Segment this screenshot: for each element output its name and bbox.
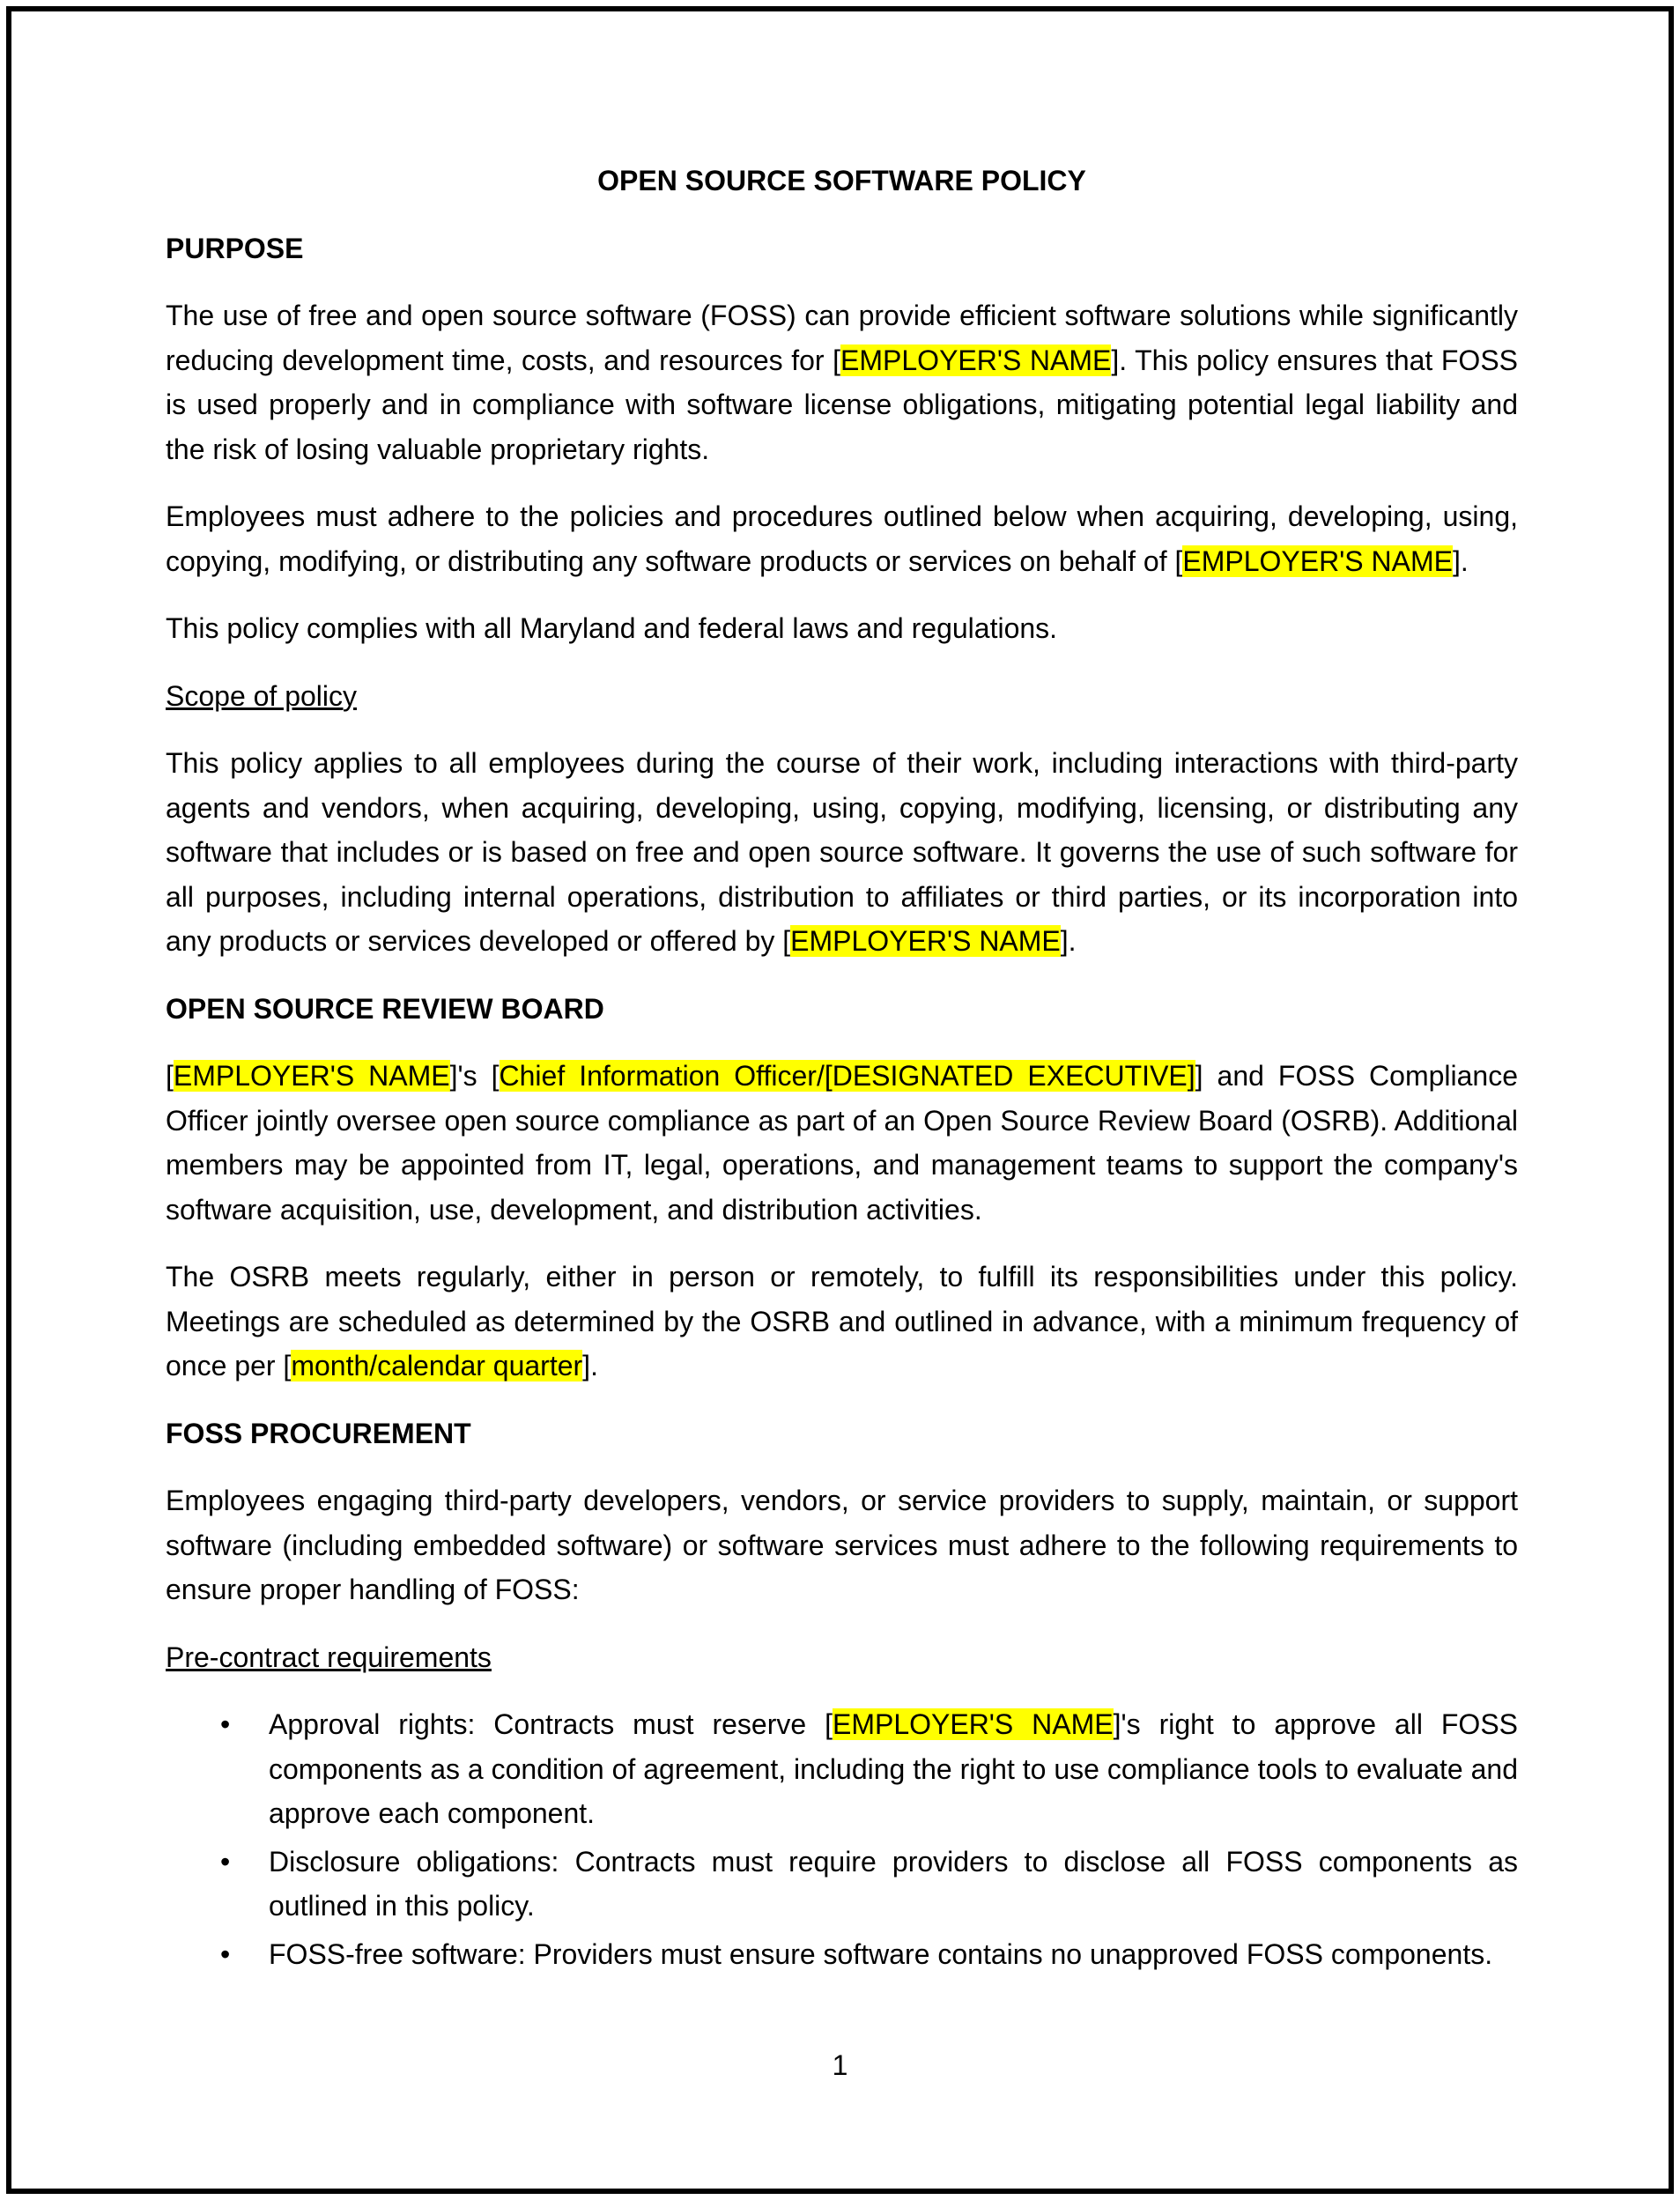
text-run: [ <box>166 1060 174 1092</box>
text-run: FOSS-free software: Providers must ensure software contains no unapproved FOSS components. <box>269 1937 1493 1970</box>
text-run: The use of free and open source software (FOSS) can provide efficient software solutions while significantly reducing development time, costs, and resources for [ <box>166 300 1518 376</box>
review-board-paragraph-2 <box>166 1255 1518 1389</box>
placeholder-employer-name: EMPLOYER'S NAME <box>832 1708 1114 1740</box>
review-board-heading: OPEN SOURCE REVIEW BOARD <box>166 992 604 1025</box>
bullet-icon: • <box>220 1845 231 1878</box>
bullet-icon: • <box>220 1708 231 1740</box>
bullet-icon: • <box>220 1937 231 1970</box>
purpose-paragraph-1 <box>166 293 1518 471</box>
placeholder-employer-name: EMPLOYER'S NAME <box>1182 544 1453 577</box>
placeholder-meeting-frequency: month/calendar quarter <box>291 1350 583 1381</box>
text-run: ]. This policy ensures that FOSS is used properly and in compliance with software license obligations, mitigating potential legal liability and the risk of losing valuable proprietary rights. <box>166 344 1519 465</box>
text-run: ]. <box>582 1350 598 1381</box>
list-item <box>166 1932 1518 1977</box>
purpose-heading: PURPOSE <box>166 232 304 264</box>
text-run: The OSRB meets regularly, either in person or remotely, to fulfill its responsibilities under this policy. Meetings are scheduled as determined by the OSRB and outlined in advance, with a minimum frequency of once per [ <box>166 1261 1518 1381</box>
text-run: ]'s [ <box>449 1060 500 1092</box>
document-title: OPEN SOURCE SOFTWARE POLICY <box>597 165 1086 196</box>
text-run: This policy applies to all employees during the course of their work, including interactions with third-party agents and vendors, when acquiring, developing, using, copying, modifying, licensing, or distributing any software that includes or is based on free and open source software. It governs the use of such software for all purposes, including internal operations, distribution to affiliates or third parties, or its incorporation into any products or services developed or offered by [ <box>166 747 1518 957</box>
review-board-paragraph-1 <box>166 1054 1518 1232</box>
purpose-paragraph-2 <box>166 494 1518 583</box>
text-run: Employees must adhere to the policies and procedures outlined below when acquiring, developing, using, copying, modifying, or distributing any software products or services on behalf of [ <box>166 500 1518 577</box>
text-run: ]. <box>1060 925 1077 957</box>
placeholder-designated-executive: Chief Information Officer/[DESIGNATED EXECUTIVE] <box>499 1060 1195 1092</box>
text-run: Approval rights: Contracts must reserve [ <box>269 1708 833 1740</box>
list-item <box>166 1840 1518 1929</box>
text-run: Disclosure obligations: Contracts must require providers to disclose all FOSS components as outlined in this policy. <box>269 1845 1518 1922</box>
text-run: ] and FOSS Compliance Officer jointly oversee open source compliance as part of an Open Source Review Board (OSRB). Additional members may be appointed from IT, legal, operations, and management teams to support the company's software acquisition, use, development, and distribution activities. <box>166 1060 1519 1226</box>
page-number: 1 <box>832 2049 848 2081</box>
document-body <box>166 159 1518 1980</box>
pre-contract-list <box>166 1702 1518 1976</box>
placeholder-employer-name: EMPLOYER'S NAME <box>790 925 1061 957</box>
placeholder-employer-name: EMPLOYER'S NAME <box>840 344 1112 376</box>
list-item <box>166 1702 1518 1836</box>
placeholder-employer-name: EMPLOYER'S NAME <box>173 1060 450 1092</box>
text-run: ]'s right to approve all FOSS components as a condition of agreement, including the right to use compliance tools to evaluate and approve each component. <box>269 1708 1519 1829</box>
scope-heading: Scope of policy <box>166 679 358 712</box>
procurement-heading: FOSS PROCUREMENT <box>166 1417 471 1449</box>
scope-paragraph-1 <box>166 741 1518 964</box>
text-run: ]. <box>1452 544 1469 577</box>
procurement-paragraph-1: Employees engaging third-party developers, vendors, or service providers to supply, maintain, or support software (including embedded software) or software services must adhere to the following requirements to ensure proper handling of FOSS: <box>166 1485 1518 1605</box>
pre-contract-heading: Pre-contract requirements <box>166 1641 492 1673</box>
purpose-paragraph-3: This policy complies with all Maryland and federal laws and regulations. <box>166 612 1058 644</box>
